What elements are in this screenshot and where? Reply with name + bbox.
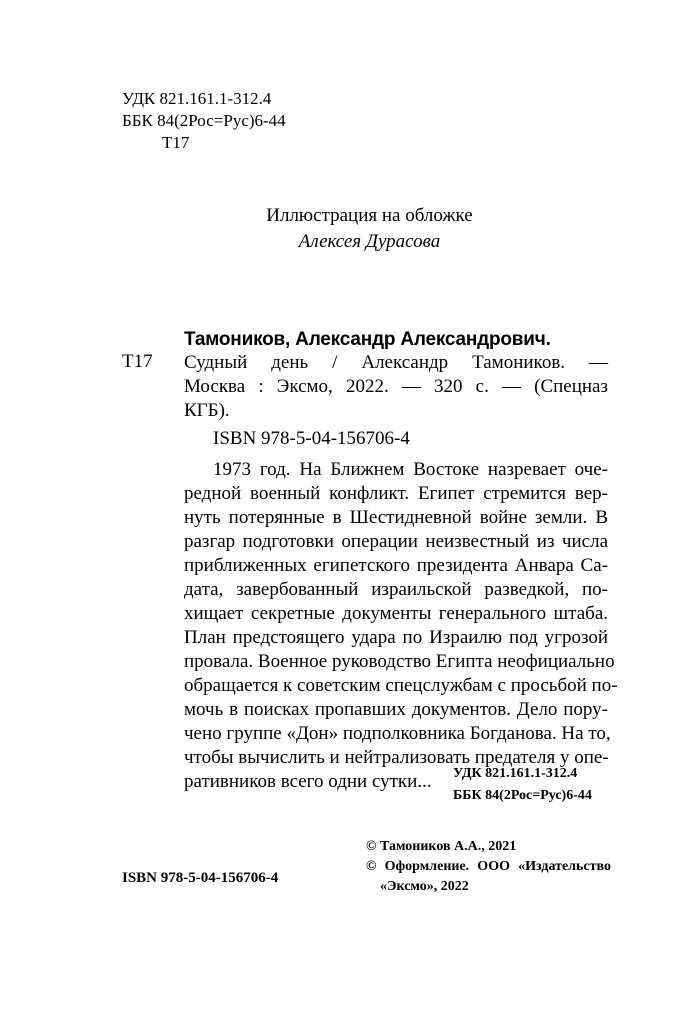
- annotation-line: План предстоящего удара по Израилю под угрозой: [184, 627, 608, 648]
- annotation-line: провала. Военное руководство Египта неофициально: [184, 651, 615, 672]
- annotation-line: мочь в поисках пропавших документов. Дело пору-: [184, 699, 608, 720]
- footer-udk-code: УДК 821.161.1-312.4: [453, 766, 578, 781]
- annotation: [184, 458, 618, 794]
- annotation-line: нуть потерянные в Шестидневной войне земли. В: [184, 507, 608, 528]
- footer-bbk-code: ББК 84(2Рос=Рус)6-44: [453, 788, 592, 803]
- annotation-line: редной военный конфликт. Египет стремится вер-: [184, 483, 608, 504]
- annotation-line: разгар подготовки операции неизвестный из числа: [184, 531, 608, 552]
- illustrator-name: Алексея Дурасова: [298, 231, 441, 252]
- illustration-credit: [0, 203, 691, 255]
- annotation-line: чено группе «Дон» подполковника Богданова. На то,: [184, 723, 611, 744]
- annotation-line: обращается к советским спецслужбам с просьбой по-: [184, 675, 618, 696]
- annotation-line: приближенных египетского президента Анвара Са-: [184, 555, 608, 576]
- annotation-line: ративников всего одни сутки...: [184, 771, 432, 792]
- annotation-line: хищает секретные документы генерального штаба.: [184, 603, 608, 624]
- annotation-line: чтобы вычислить и нейтрализовать предателя у опе-: [184, 747, 609, 768]
- annotation-line: дата, завербованный израильской разведкой, по-: [184, 579, 608, 600]
- bbk-code: ББК 84(2Рос=Рус)6-44: [122, 111, 286, 130]
- footer-isbn: ISBN 978-5-04-156706-4: [122, 870, 279, 886]
- copyright-design-continued: «Эксмо», 2022: [380, 879, 469, 894]
- bib-line: Москва : Эксмо, 2022. — 320 с. — (Спецназ: [184, 376, 608, 397]
- bibliographic-description: [184, 351, 608, 423]
- udk-code: УДК 821.161.1-312.4: [122, 89, 272, 108]
- copyright-author: © Тамоников А.А., 2021: [366, 839, 517, 854]
- copyright-block: [366, 837, 611, 897]
- classification-codes: [122, 88, 286, 154]
- bibliographic-author: Тамоников, Александр Александрович.: [184, 329, 551, 350]
- footer-classification-codes: [453, 763, 592, 807]
- annotation-line: 1973 год. На Ближнем Востоке назревает оче-: [213, 459, 608, 480]
- bibliographic-cutter: Т17: [122, 351, 153, 372]
- copyright-design: © Оформление. ООО «Издательство: [366, 859, 611, 874]
- isbn-entry: ISBN 978-5-04-156706-4: [213, 428, 410, 449]
- cutter-code: Т17: [162, 133, 190, 152]
- bib-line: КГБ).: [184, 400, 230, 421]
- illustration-label: Иллюстрация на обложке: [266, 205, 473, 226]
- bib-line: Судный день / Александр Тамоников. —: [184, 352, 608, 373]
